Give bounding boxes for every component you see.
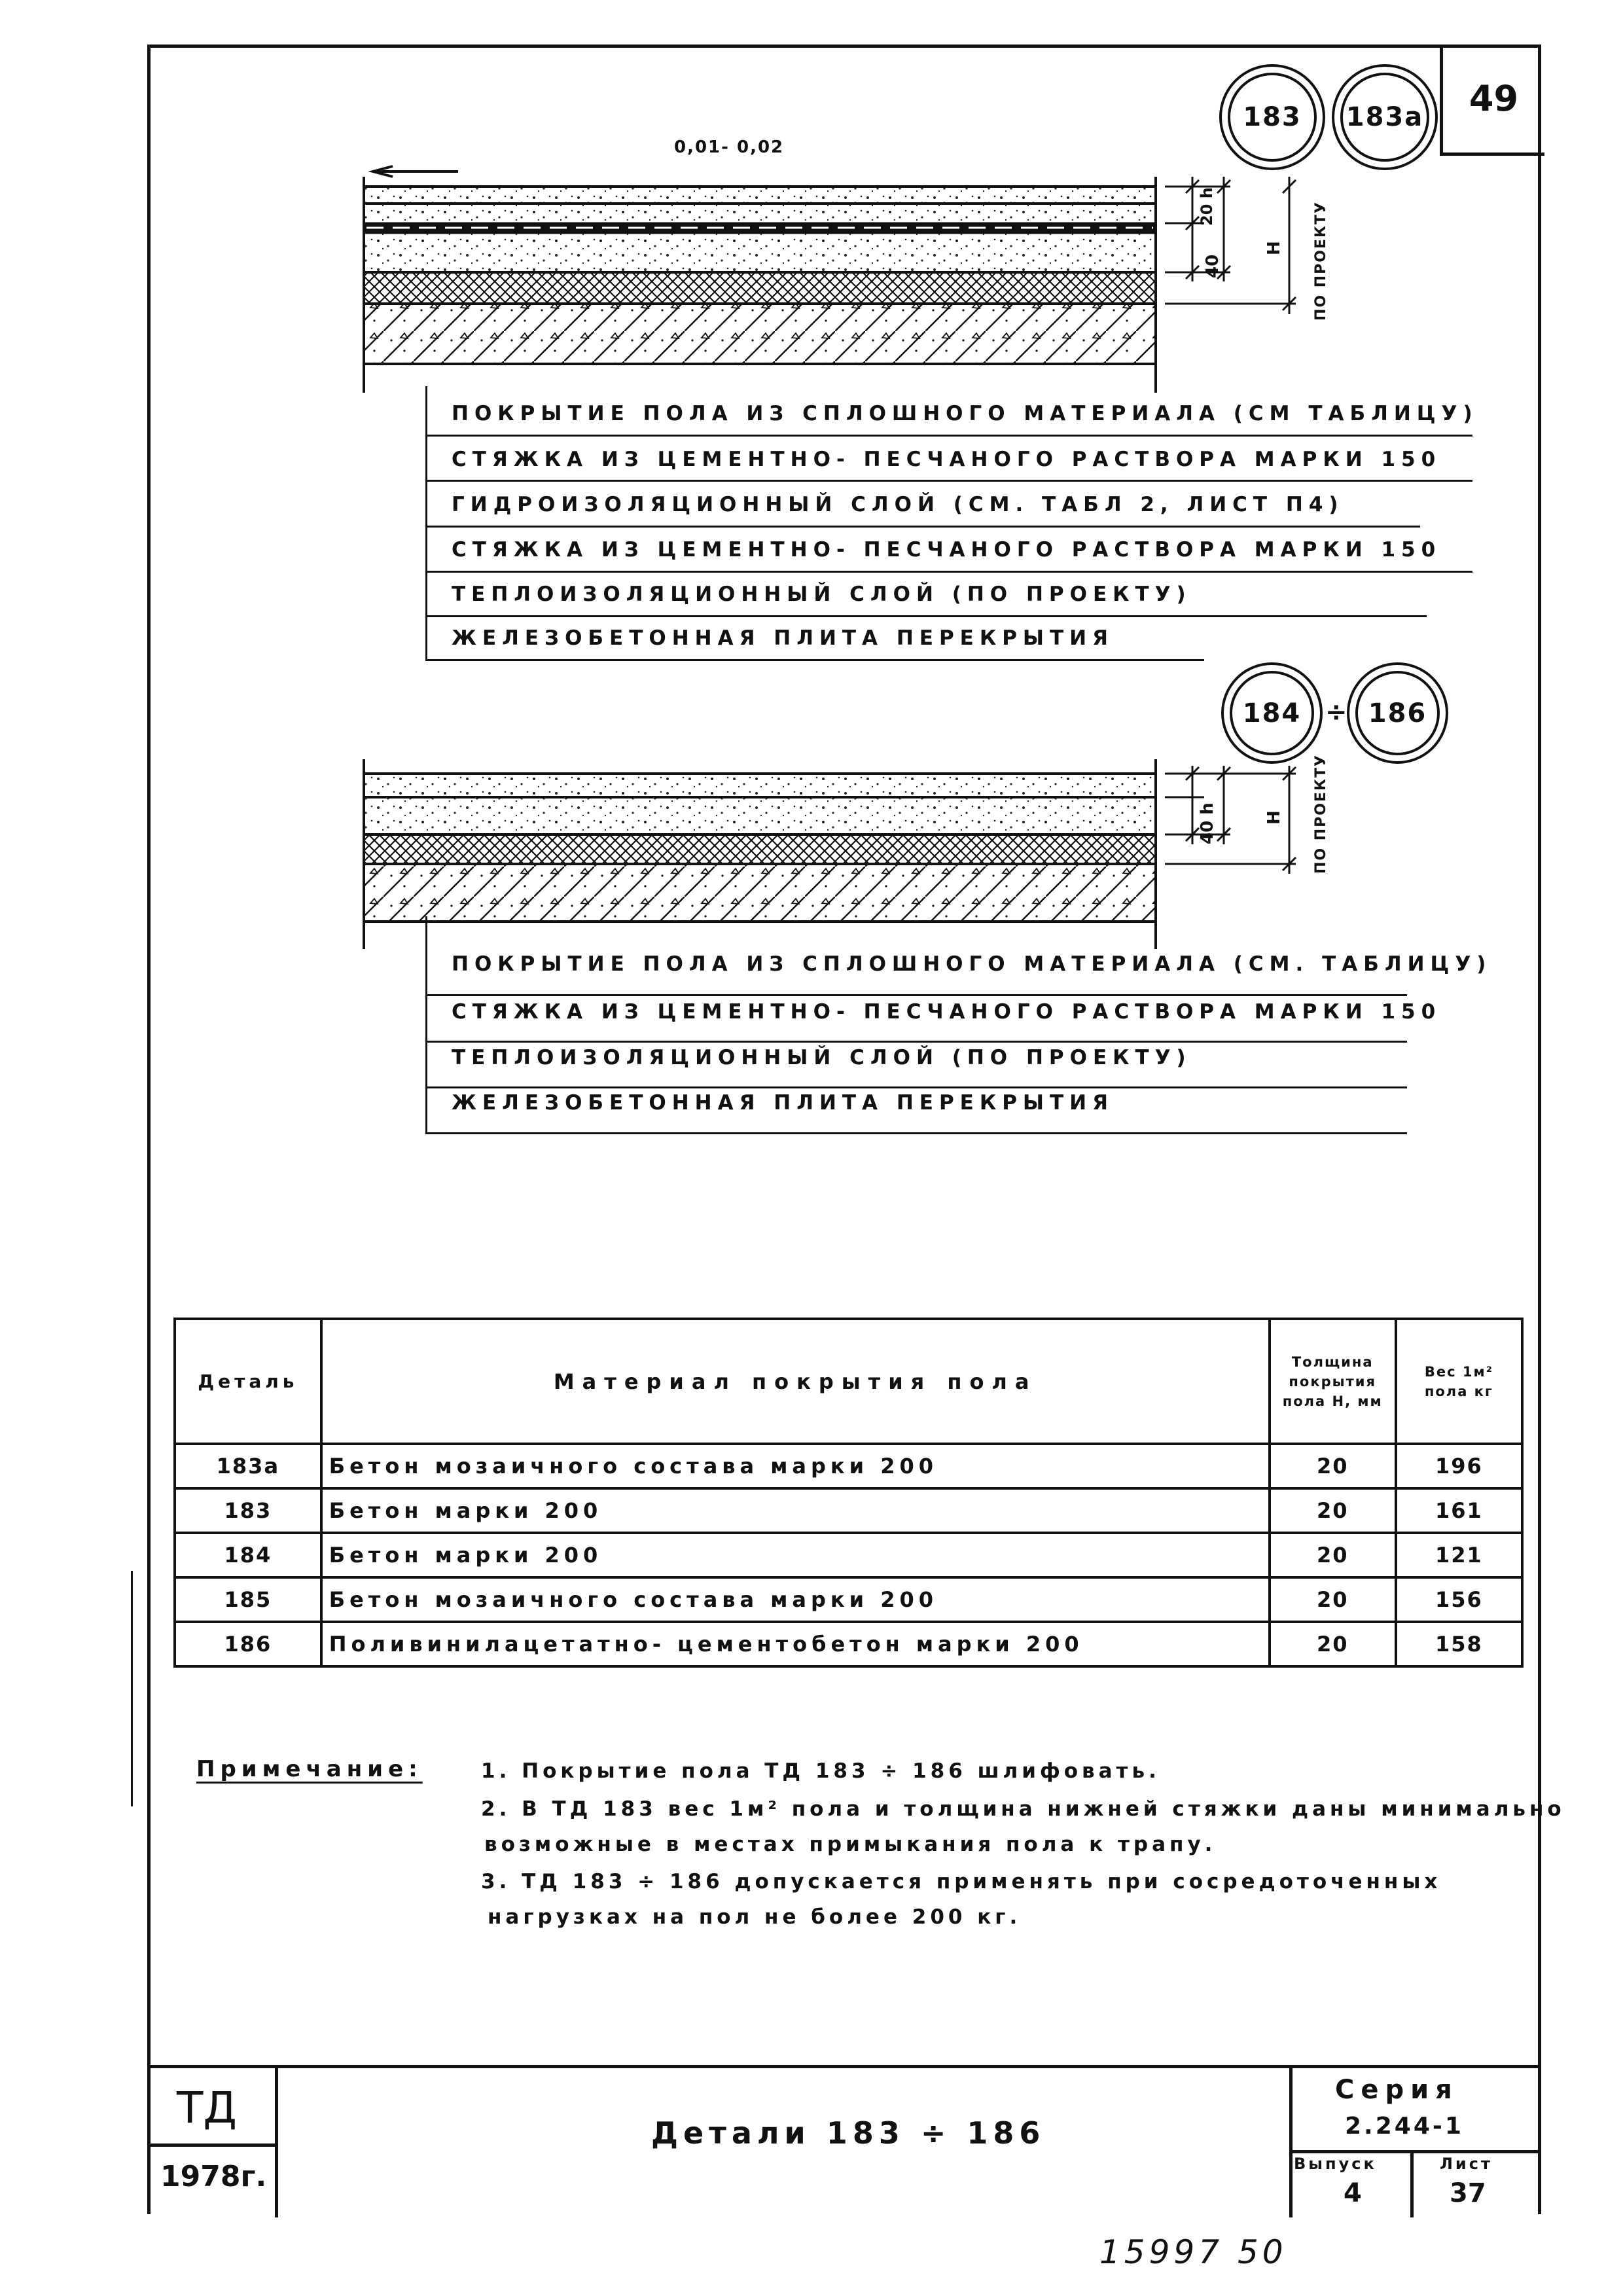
cell-thickness: 20 [1270,1577,1396,1622]
layer-line [425,435,1472,437]
cell-weight: 121 [1396,1533,1522,1577]
layer-line [425,571,1472,573]
cell-detail: 183 [175,1488,321,1533]
layer-label: СТЯЖКА ИЗ ЦЕМЕНТНО- ПЕСЧАНОГО РАСТВОРА МАРКИ 150 [452,448,1442,471]
stamp-series-label: Серия [1335,2075,1459,2105]
cell-detail: 186 [175,1622,321,1666]
header-weight: Вес 1м² пола кг [1396,1319,1522,1444]
dim-bottom-label: 40 [1203,254,1222,278]
detail-ref-label: 183 [1228,73,1317,162]
dim-top-label: 20 h [1198,187,1216,226]
layer-label: ЖЕЛЕЗОБЕТОННАЯ ПЛИТА ПЕРЕКРЫТИЯ [452,626,1114,650]
stamp-divider [1410,2150,1414,2217]
detail-ref-186 [1347,662,1448,764]
cell-material: Бетон мозаичного состава марки 200 [321,1444,1270,1488]
table-row [175,1533,1522,1577]
layer-label: СТЯЖКА ИЗ ЦЕМЕНТНО- ПЕСЧАНОГО РАСТВОРА МАРКИ 150 [452,1000,1442,1024]
note-line: 2. В ТД 183 вес 1м² пола и толщина нижней стяжки даны минимально [481,1797,1565,1821]
dim-note-label-2: ПО ПРОЕКТУ [1313,754,1329,874]
layer-line [425,1086,1407,1088]
note-line: 3. ТД 183 ÷ 186 допускается применять при сосредоточенных [481,1870,1442,1893]
layer-legend-1-bracket [425,386,427,661]
table-row [175,1622,1522,1666]
stamp-divider [1289,2150,1541,2153]
cell-material: Бетон марки 200 [321,1533,1270,1577]
detail-ref-label: 186 [1355,671,1440,755]
cell-thickness: 20 [1270,1622,1396,1666]
archive-number: 15997 50 [1099,2233,1287,2271]
cell-material: Бетон мозаичного состава марки 200 [321,1577,1270,1622]
dim-top-label-2: 40 h [1198,802,1217,844]
floor-section-2 [353,746,1355,962]
layer-line [425,480,1472,482]
detail-ref-separator: ÷ [1325,697,1347,727]
note-line: возможные в местах примыкания пола к трапу. [484,1833,1217,1856]
layer-line [425,615,1427,617]
cell-material: Бетон марки 200 [321,1488,1270,1533]
layer-line [425,526,1420,528]
sheet-number: 49 [1440,45,1544,156]
dim-note-label: ПО ПРОЕКТУ [1313,201,1329,321]
layer-line [425,1041,1407,1043]
stamp-issue-label: Выпуск [1294,2155,1377,2173]
table-header-row [175,1319,1522,1444]
stamp-series-value: 2.244-1 [1345,2113,1464,2140]
layer-line [425,1132,1407,1134]
header-material: Материал покрытия пола [321,1319,1270,1444]
cell-thickness: 20 [1270,1488,1396,1533]
cell-weight: 156 [1396,1577,1522,1622]
notes-title: Примечание: [196,1756,423,1782]
title-block [147,2065,1541,2217]
note-line: нагрузках на пол не более 200 кг. [488,1905,1022,1929]
header-thickness: Толщина покрытия пола H, мм [1270,1319,1396,1444]
table-row [175,1444,1522,1488]
layer-label: ТЕПЛОИЗОЛЯЦИОННЫЙ СЛОЙ (ПО ПРОЕКТУ) [452,583,1192,606]
stamp-sheet-value: 37 [1450,2178,1486,2208]
cell-weight: 158 [1396,1622,1522,1666]
cell-thickness: 20 [1270,1533,1396,1577]
layer-label: ЖЕЛЕЗОБЕТОННАЯ ПЛИТА ПЕРЕКРЫТИЯ [452,1091,1114,1115]
stamp-org: ТД [177,2083,237,2133]
cell-detail: 183а [175,1444,321,1488]
cell-weight: 161 [1396,1488,1522,1533]
note-line: 1. Покрытие пола ТД 183 ÷ 186 шлифовать. [481,1759,1160,1783]
stamp-issue-value: 4 [1344,2178,1362,2208]
header-detail: Деталь [175,1319,321,1444]
materials-table [173,1318,1524,1668]
left-margin-marks [131,1571,152,1806]
cell-detail: 185 [175,1577,321,1622]
cell-detail: 184 [175,1533,321,1577]
layer-label: ГИДРОИЗОЛЯЦИОННЫЙ СЛОЙ (СМ. ТАБЛ 2, ЛИСТ П4) [452,493,1344,516]
cell-thickness: 20 [1270,1444,1396,1488]
table-row [175,1577,1522,1622]
layer-label: ТЕПЛОИЗОЛЯЦИОННЫЙ СЛОЙ (ПО ПРОЕКТУ) [452,1046,1192,1069]
stamp-sheet-label: Лист [1440,2155,1493,2173]
stamp-title: Детали 183 ÷ 186 [651,2115,1046,2151]
dim-total-label: H [1264,241,1284,255]
detail-ref-label: 184 [1230,671,1314,755]
stamp-divider [1289,2068,1293,2217]
layer-line [425,994,1407,996]
layer-label: ПОКРЫТИЕ ПОЛА ИЗ СПЛОШНОГО МАТЕРИАЛА (СМ ТАБЛИЦУ) [452,402,1478,425]
cell-weight: 196 [1396,1444,1522,1488]
dim-total-label-2: H [1264,810,1284,825]
layer-label: СТЯЖКА ИЗ ЦЕМЕНТНО- ПЕСЧАНОГО РАСТВОРА МАРКИ 150 [452,538,1442,562]
layer-legend-2-bracket [425,916,427,1132]
stamp-divider [147,2144,275,2147]
layer-label: ПОКРЫТИЕ ПОЛА ИЗ СПЛОШНОГО МАТЕРИАЛА (СМ. ТАБЛИЦУ) [452,952,1492,976]
stamp-divider [275,2068,278,2217]
stamp-year: 1978г. [160,2160,267,2193]
table-row [175,1488,1522,1533]
cell-material: Поливинилацетатно- цементобетон марки 200 [321,1622,1270,1666]
slope-label: 0,01- 0,02 [674,137,785,157]
detail-ref-label: 183а [1340,73,1429,162]
layer-line [425,659,1204,661]
